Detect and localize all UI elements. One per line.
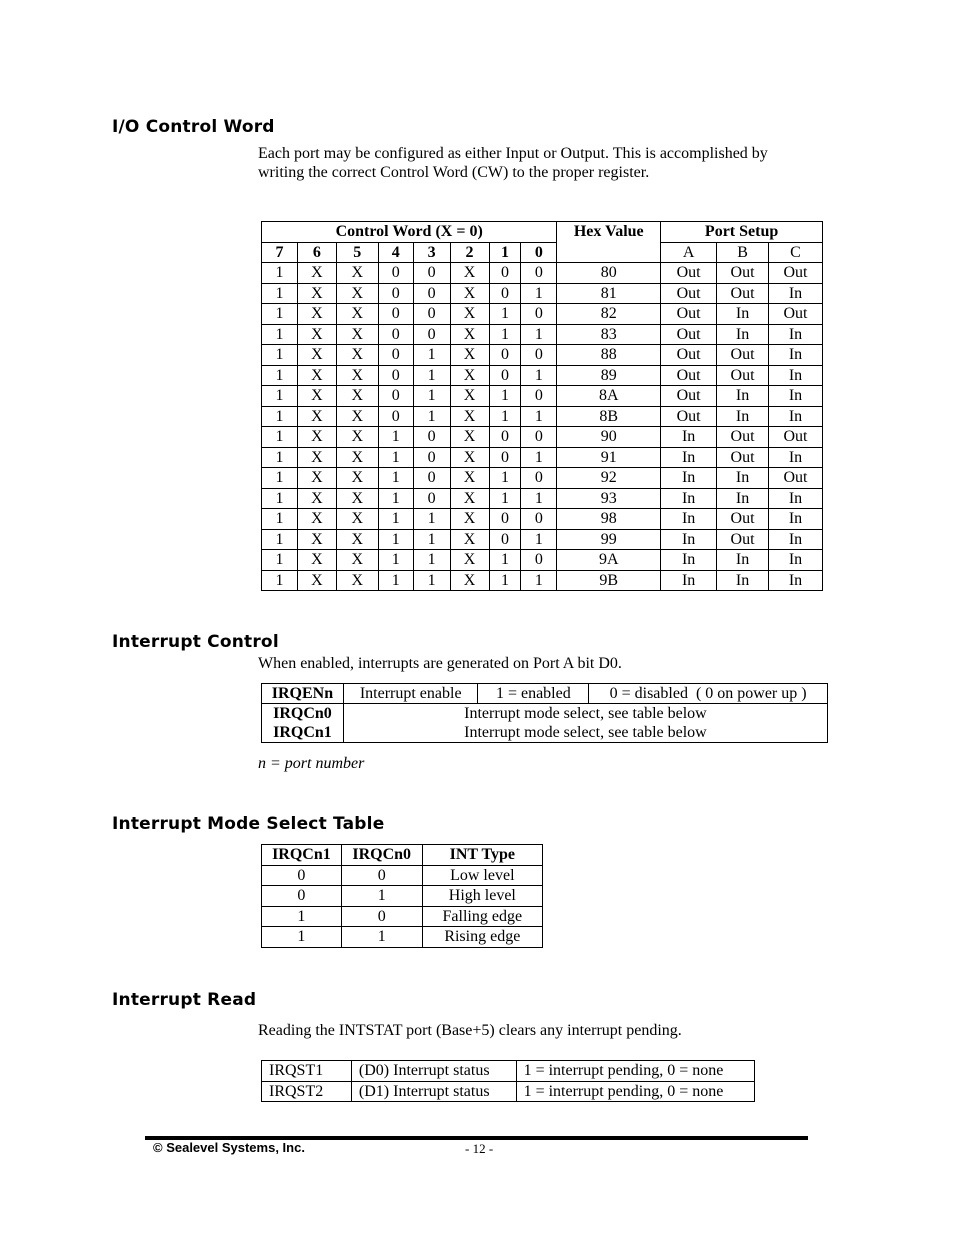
interrupt-read-table <box>261 1060 755 1102</box>
table-cell: Rising edge <box>422 927 542 948</box>
table-cell: X <box>450 386 489 407</box>
table-cell: High level <box>422 886 542 907</box>
table-cell: X <box>297 283 336 304</box>
io-control-para-line2: writing the correct Control Word (CW) to the proper register. <box>258 164 650 181</box>
irq-enable-on: 1 = enabled <box>478 684 589 704</box>
table-cell: 0 <box>262 886 342 907</box>
table-cell: In <box>717 488 769 509</box>
table-cell: X <box>297 304 336 325</box>
table-cell: X <box>450 324 489 345</box>
table-cell: 1 <box>489 488 521 509</box>
table-row <box>262 427 823 448</box>
control-word-table <box>261 221 823 591</box>
table-cell: 0 <box>521 550 557 571</box>
table-cell: 0 <box>489 529 521 550</box>
table-row <box>262 529 823 550</box>
table-cell: 0 <box>521 345 557 366</box>
table-cell: 1 <box>341 886 422 907</box>
table-cell: Out <box>717 427 769 448</box>
table-cell: 0 <box>341 906 422 927</box>
table-cell: X <box>450 283 489 304</box>
table-cell: X <box>450 447 489 468</box>
table-cell: 0 <box>521 509 557 530</box>
table-cell: 0 <box>489 263 521 284</box>
table-cell: X <box>336 447 378 468</box>
bit-header-6: 6 <box>297 242 336 263</box>
mode-header-cell: IRQCn1 <box>262 845 342 866</box>
table-cell: X <box>336 550 378 571</box>
port-header-b: B <box>717 242 769 263</box>
table-cell: 89 <box>557 365 661 386</box>
table-cell: In <box>661 529 717 550</box>
table-cell: X <box>450 406 489 427</box>
table-cell: Out <box>717 447 769 468</box>
table-cell: X <box>450 509 489 530</box>
table-cell: X <box>336 365 378 386</box>
table-cell: 0 <box>521 263 557 284</box>
bit-header-1: 1 <box>489 242 521 263</box>
table-cell: 1 <box>521 283 557 304</box>
table-cell: X <box>297 345 336 366</box>
table-cell: 8A <box>557 386 661 407</box>
mode-header-cell: INT Type <box>422 845 542 866</box>
table-cell: X <box>336 488 378 509</box>
table-cell: 8B <box>557 406 661 427</box>
table-cell: 1 <box>262 386 298 407</box>
table-row <box>262 906 543 927</box>
table-cell: 0 <box>378 324 413 345</box>
table-row <box>262 865 543 886</box>
table-cell: In <box>769 386 823 407</box>
table-cell: 0 <box>413 263 450 284</box>
table-cell: 0 <box>378 304 413 325</box>
table-cell: 1 <box>413 406 450 427</box>
table-cell: 1 <box>521 529 557 550</box>
table-cell: X <box>297 365 336 386</box>
table-cell: 1 <box>262 304 298 325</box>
table-cell: Out <box>717 345 769 366</box>
table-cell: X <box>297 468 336 489</box>
table-cell: In <box>717 386 769 407</box>
table-cell: X <box>297 406 336 427</box>
table-cell: X <box>297 386 336 407</box>
interrupt-control-paragraph: When enabled, interrupts are generated on Port A bit D0. <box>258 655 622 672</box>
bit-header-2: 2 <box>450 242 489 263</box>
table-cell: X <box>297 550 336 571</box>
table-cell: 1 = interrupt pending, 0 = none <box>516 1081 754 1102</box>
table-cell: Out <box>769 263 823 284</box>
table-cell: 82 <box>557 304 661 325</box>
table-cell: X <box>336 509 378 530</box>
table-cell: Out <box>661 345 717 366</box>
table-cell: X <box>336 386 378 407</box>
table-cell: X <box>297 529 336 550</box>
table-cell: X <box>336 570 378 591</box>
table-cell: 93 <box>557 488 661 509</box>
table-cell: In <box>769 406 823 427</box>
table-cell: 0 <box>521 427 557 448</box>
table-cell: Out <box>661 304 717 325</box>
table-cell: X <box>450 529 489 550</box>
table-cell: In <box>769 550 823 571</box>
control-word-header: Control Word (X = 0) <box>262 222 557 243</box>
table-cell: 1 <box>521 406 557 427</box>
table-cell: 1 <box>521 365 557 386</box>
section-heading-mode-select: Interrupt Mode Select Table <box>112 814 385 834</box>
table-cell: X <box>450 488 489 509</box>
table-cell: 1 <box>262 365 298 386</box>
irq-mode0-name: IRQCn0 <box>262 704 344 724</box>
footer-page-number: - 12 - <box>465 1141 494 1156</box>
table-cell: In <box>661 488 717 509</box>
table-cell: 1 <box>262 488 298 509</box>
table-cell: 0 <box>489 345 521 366</box>
table-cell: 0 <box>378 283 413 304</box>
table-cell: 1 <box>262 324 298 345</box>
table-cell: X <box>336 529 378 550</box>
table-cell: 1 <box>262 263 298 284</box>
table-cell: In <box>769 570 823 591</box>
table-cell: 1 <box>413 570 450 591</box>
table-cell: In <box>661 550 717 571</box>
irq-mode1-row <box>262 723 828 743</box>
table-cell: X <box>297 488 336 509</box>
io-control-para-line1: Each port may be configured as either Input or Output. This is accomplished by <box>258 145 768 162</box>
table-row <box>262 927 543 948</box>
table-cell: Out <box>661 386 717 407</box>
table-cell: In <box>717 570 769 591</box>
table-cell: 0 <box>521 468 557 489</box>
section-heading-io-control: I/O Control Word <box>112 117 275 137</box>
table-cell: 1 <box>521 447 557 468</box>
bit-header-3: 3 <box>413 242 450 263</box>
table-cell: 1 <box>262 570 298 591</box>
table-cell: In <box>661 570 717 591</box>
table-cell: Out <box>661 406 717 427</box>
table-cell: (D0) Interrupt status <box>351 1061 516 1082</box>
bit-header-0: 0 <box>521 242 557 263</box>
table-cell: In <box>769 365 823 386</box>
table-cell: In <box>769 529 823 550</box>
table-cell: 99 <box>557 529 661 550</box>
table-cell: 9A <box>557 550 661 571</box>
table-cell: 92 <box>557 468 661 489</box>
table-cell: Out <box>769 427 823 448</box>
table-cell: X <box>450 304 489 325</box>
table-cell: In <box>661 509 717 530</box>
table-row <box>262 345 823 366</box>
table-cell: In <box>769 509 823 530</box>
table-cell: 1 <box>262 927 342 948</box>
table-cell: 1 <box>521 570 557 591</box>
table-cell: 1 <box>341 927 422 948</box>
table-row <box>262 324 823 345</box>
table-cell: In <box>769 324 823 345</box>
table-cell: In <box>717 468 769 489</box>
table-cell: 0 <box>489 427 521 448</box>
table-cell: In <box>769 345 823 366</box>
table-cell: 1 <box>262 427 298 448</box>
irq-mode0-desc: Interrupt mode select, see table below <box>343 704 827 724</box>
table-cell: X <box>297 570 336 591</box>
table-cell: 0 <box>378 386 413 407</box>
table-cell: 0 <box>489 283 521 304</box>
table-cell: X <box>297 263 336 284</box>
table-cell: X <box>336 345 378 366</box>
table-cell: 1 <box>413 509 450 530</box>
table-cell: X <box>297 509 336 530</box>
table-cell: X <box>450 365 489 386</box>
table-cell: 0 <box>341 865 422 886</box>
control-word-body <box>262 263 823 591</box>
table-cell: 1 <box>378 468 413 489</box>
table-row <box>262 447 823 468</box>
table-cell: In <box>661 427 717 448</box>
table-cell: Out <box>769 304 823 325</box>
table-cell: 1 <box>378 488 413 509</box>
hex-value-header: Hex Value <box>557 222 661 263</box>
table-cell: 0 <box>489 447 521 468</box>
mode-header-cell: IRQCn0 <box>341 845 422 866</box>
bit-header-4: 4 <box>378 242 413 263</box>
table-cell: X <box>450 468 489 489</box>
table-cell: 1 <box>489 324 521 345</box>
table-cell: X <box>450 550 489 571</box>
section-heading-interrupt-control: Interrupt Control <box>112 632 279 652</box>
table-cell: Out <box>769 468 823 489</box>
table-cell: X <box>297 324 336 345</box>
table-cell: 1 <box>489 304 521 325</box>
table-cell: Low level <box>422 865 542 886</box>
table-cell: 80 <box>557 263 661 284</box>
table-cell: X <box>336 263 378 284</box>
table-row <box>262 365 823 386</box>
table-cell: X <box>450 570 489 591</box>
bit-header-row <box>262 242 823 263</box>
table-cell: 0 <box>521 386 557 407</box>
read-table-body <box>262 1061 755 1102</box>
table-cell: 88 <box>557 345 661 366</box>
interrupt-read-paragraph: Reading the INTSTAT port (Base+5) clears any interrupt pending. <box>258 1022 682 1039</box>
table-cell: X <box>336 427 378 448</box>
section-heading-interrupt-read: Interrupt Read <box>112 990 257 1010</box>
table-cell: 1 <box>262 509 298 530</box>
table-cell: X <box>297 427 336 448</box>
io-control-paragraph <box>258 144 768 182</box>
interrupt-mode-table <box>261 844 543 948</box>
table-cell: 1 <box>378 427 413 448</box>
table-row <box>262 304 823 325</box>
table-cell: X <box>336 468 378 489</box>
table-cell: In <box>717 324 769 345</box>
table-cell: 1 <box>262 283 298 304</box>
table-cell: Out <box>717 365 769 386</box>
table-cell: In <box>661 447 717 468</box>
table-cell: Out <box>717 283 769 304</box>
table-cell: In <box>717 304 769 325</box>
table-cell: 1 <box>262 468 298 489</box>
table-cell: X <box>450 427 489 448</box>
table-cell: 1 <box>489 386 521 407</box>
table-row <box>262 468 823 489</box>
table-cell: 1 <box>262 906 342 927</box>
table-cell: 1 <box>489 550 521 571</box>
table-cell: 91 <box>557 447 661 468</box>
table-cell: 0 <box>413 447 450 468</box>
table-cell: 0 <box>413 304 450 325</box>
table-cell: Out <box>717 263 769 284</box>
table-cell: 81 <box>557 283 661 304</box>
bit-header-5: 5 <box>336 242 378 263</box>
table-cell: IRQST1 <box>262 1061 352 1082</box>
table-row <box>262 386 823 407</box>
port-number-note: n = port number <box>258 755 365 772</box>
table-cell: (D1) Interrupt status <box>351 1081 516 1102</box>
irq-mode0-row <box>262 704 828 724</box>
table-cell: In <box>717 550 769 571</box>
table-cell: 0 <box>378 345 413 366</box>
table-cell: 1 <box>262 447 298 468</box>
table-row <box>262 283 823 304</box>
table-row <box>262 550 823 571</box>
table-row <box>262 488 823 509</box>
table-cell: In <box>717 406 769 427</box>
table-row <box>262 263 823 284</box>
table-cell: 1 <box>489 570 521 591</box>
table-cell: 0 <box>413 324 450 345</box>
table-row <box>262 886 543 907</box>
table-cell: 1 <box>378 550 413 571</box>
interrupt-control-table <box>261 683 828 743</box>
table-cell: X <box>450 345 489 366</box>
table-cell: X <box>450 263 489 284</box>
table-cell: 0 <box>413 427 450 448</box>
table-cell: 1 <box>489 468 521 489</box>
table-cell: In <box>769 283 823 304</box>
table-cell: 1 = interrupt pending, 0 = none <box>516 1061 754 1082</box>
table-cell: Out <box>661 283 717 304</box>
port-header-c: C <box>769 242 823 263</box>
mode-table-body <box>262 865 543 947</box>
table-cell: In <box>769 447 823 468</box>
table-cell: Out <box>661 324 717 345</box>
footer-company: © Sealevel Systems, Inc. <box>153 1140 305 1155</box>
table-cell: X <box>336 283 378 304</box>
table-cell: 0 <box>489 509 521 530</box>
irq-mode1-desc: Interrupt mode select, see table below <box>343 723 827 743</box>
port-header-a: A <box>661 242 717 263</box>
table-row <box>262 1061 755 1082</box>
irq-enable-row <box>262 684 828 704</box>
table-cell: 90 <box>557 427 661 448</box>
table-cell: 0 <box>413 283 450 304</box>
table-cell: Out <box>717 529 769 550</box>
table-cell: 1 <box>489 406 521 427</box>
table-cell: In <box>661 468 717 489</box>
table-cell: X <box>336 406 378 427</box>
table-cell: 0 <box>413 488 450 509</box>
table-cell: X <box>336 304 378 325</box>
table-cell: Falling edge <box>422 906 542 927</box>
irq-enable-off: 0 = disabled ( 0 on power up ) <box>589 684 828 704</box>
table-cell: 1 <box>413 345 450 366</box>
table-cell: 1 <box>413 529 450 550</box>
mode-header-row <box>262 845 543 866</box>
table-cell: 0 <box>413 468 450 489</box>
table-cell: Out <box>661 365 717 386</box>
table-cell: 1 <box>521 324 557 345</box>
irq-enable-desc: Interrupt enable <box>343 684 478 704</box>
table-cell: 1 <box>413 365 450 386</box>
table-row <box>262 1081 755 1102</box>
table-cell: 1 <box>262 406 298 427</box>
bit-header-7: 7 <box>262 242 298 263</box>
table-cell: 1 <box>262 529 298 550</box>
table-row <box>262 509 823 530</box>
table-cell: In <box>769 488 823 509</box>
table-cell: 98 <box>557 509 661 530</box>
table-cell: 1 <box>413 550 450 571</box>
table-cell: 0 <box>489 365 521 386</box>
port-setup-header: Port Setup <box>661 222 823 243</box>
table-cell: Out <box>661 263 717 284</box>
table-row <box>262 570 823 591</box>
table-cell: 1 <box>378 529 413 550</box>
table-cell: 1 <box>378 447 413 468</box>
table-cell: 1 <box>262 550 298 571</box>
table-cell: 0 <box>521 304 557 325</box>
table-cell: X <box>297 447 336 468</box>
table-cell: IRQST2 <box>262 1081 352 1102</box>
table-cell: 0 <box>378 365 413 386</box>
table-cell: 9B <box>557 570 661 591</box>
irq-enable-name: IRQENn <box>262 684 344 704</box>
table-cell: 1 <box>378 509 413 530</box>
table-cell: Out <box>717 509 769 530</box>
table-cell: 0 <box>262 865 342 886</box>
table-cell: 1 <box>413 386 450 407</box>
table-cell: 1 <box>378 570 413 591</box>
table-cell: X <box>336 324 378 345</box>
table-cell: 0 <box>378 406 413 427</box>
table-row <box>262 406 823 427</box>
table-cell: 83 <box>557 324 661 345</box>
table-cell: 1 <box>262 345 298 366</box>
irq-mode1-name: IRQCn1 <box>262 723 344 743</box>
table-cell: 0 <box>378 263 413 284</box>
table-cell: 1 <box>521 488 557 509</box>
